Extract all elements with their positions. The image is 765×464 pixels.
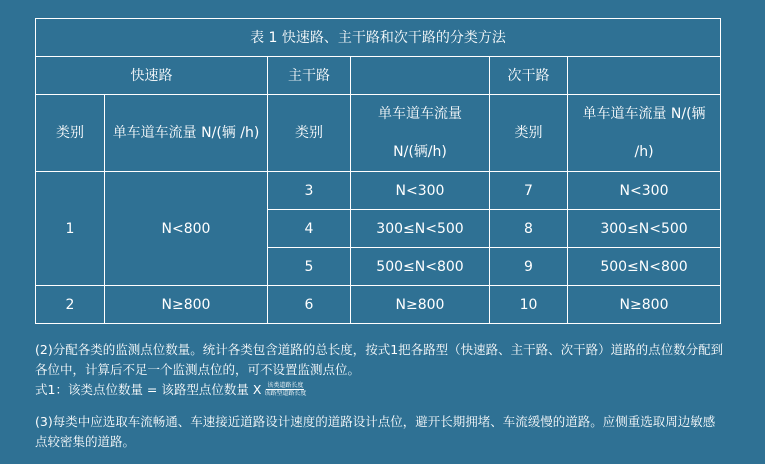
group-header-arterial-blank	[351, 57, 490, 95]
table-cell: 1	[36, 172, 105, 286]
table-cell: N<800	[105, 172, 268, 286]
classification-table	[35, 18, 721, 324]
table-cell: 10	[490, 286, 568, 324]
col-header-category: 类别	[36, 95, 105, 172]
table-cell: N<300	[351, 172, 490, 210]
table-cell: 300≤N<500	[351, 210, 490, 248]
table-cell: 300≤N<500	[568, 210, 721, 248]
table-cell: 2	[36, 286, 105, 324]
group-header-secondary-blank	[568, 57, 721, 95]
table-cell: N<300	[568, 172, 721, 210]
table-caption: 表 1 快速路、主干路和次干路的分类方法	[36, 19, 721, 57]
table-cell: 9	[490, 248, 568, 286]
formula-denominator: 该路型道路长度	[264, 389, 307, 397]
col-header-flow-arterial: 单车道车流量 N/(辆/h)	[351, 95, 490, 172]
group-header-expressway: 快速路	[36, 57, 268, 95]
table-cell: N≥800	[351, 286, 490, 324]
table-cell: 500≤N<800	[568, 248, 721, 286]
col-header-flow-expressway: 单车道车流量 N/(辆 /h)	[105, 95, 268, 172]
formula-numerator: 该类道路长度	[267, 381, 304, 389]
table-cell: 3	[268, 172, 351, 210]
table-cell: N≥800	[568, 286, 721, 324]
table-cell: N≥800	[105, 286, 268, 324]
group-header-secondary: 次干路	[490, 57, 568, 95]
table-cell: 500≤N<800	[351, 248, 490, 286]
group-header-arterial: 主干路	[268, 57, 351, 95]
table-cell: 4	[268, 210, 351, 248]
note-paragraph-3: (3)每类中应选取车流畅通、车速接近道路设计速度的道路设计点位，避开长期拥堵、车流缓慢的道路。应侧重选取周边敏感点较密集的道路。	[35, 414, 716, 449]
notes	[35, 340, 725, 452]
formula-1	[35, 380, 725, 400]
table-cell: 7	[490, 172, 568, 210]
table-cell: 8	[490, 210, 568, 248]
formula-lhs: 式1：该类点位数量 = 该路型点位数量 X	[35, 382, 262, 397]
table-cell: 5	[268, 248, 351, 286]
col-header-category: 类别	[490, 95, 568, 172]
col-header-flow-secondary: 单车道车流量 N/(辆 /h)	[568, 95, 721, 172]
formula-fraction	[264, 382, 306, 397]
col-header-category: 类别	[268, 95, 351, 172]
note-paragraph-2: (2)分配各类的监测点位数量。统计各类包含道路的总长度，按式1把各路型（快速路、主干路、次干路）道路的点位数分配到各位中，计算后不足一个监测点位的，可不设置监测点位。	[35, 342, 724, 377]
table-cell: 6	[268, 286, 351, 324]
